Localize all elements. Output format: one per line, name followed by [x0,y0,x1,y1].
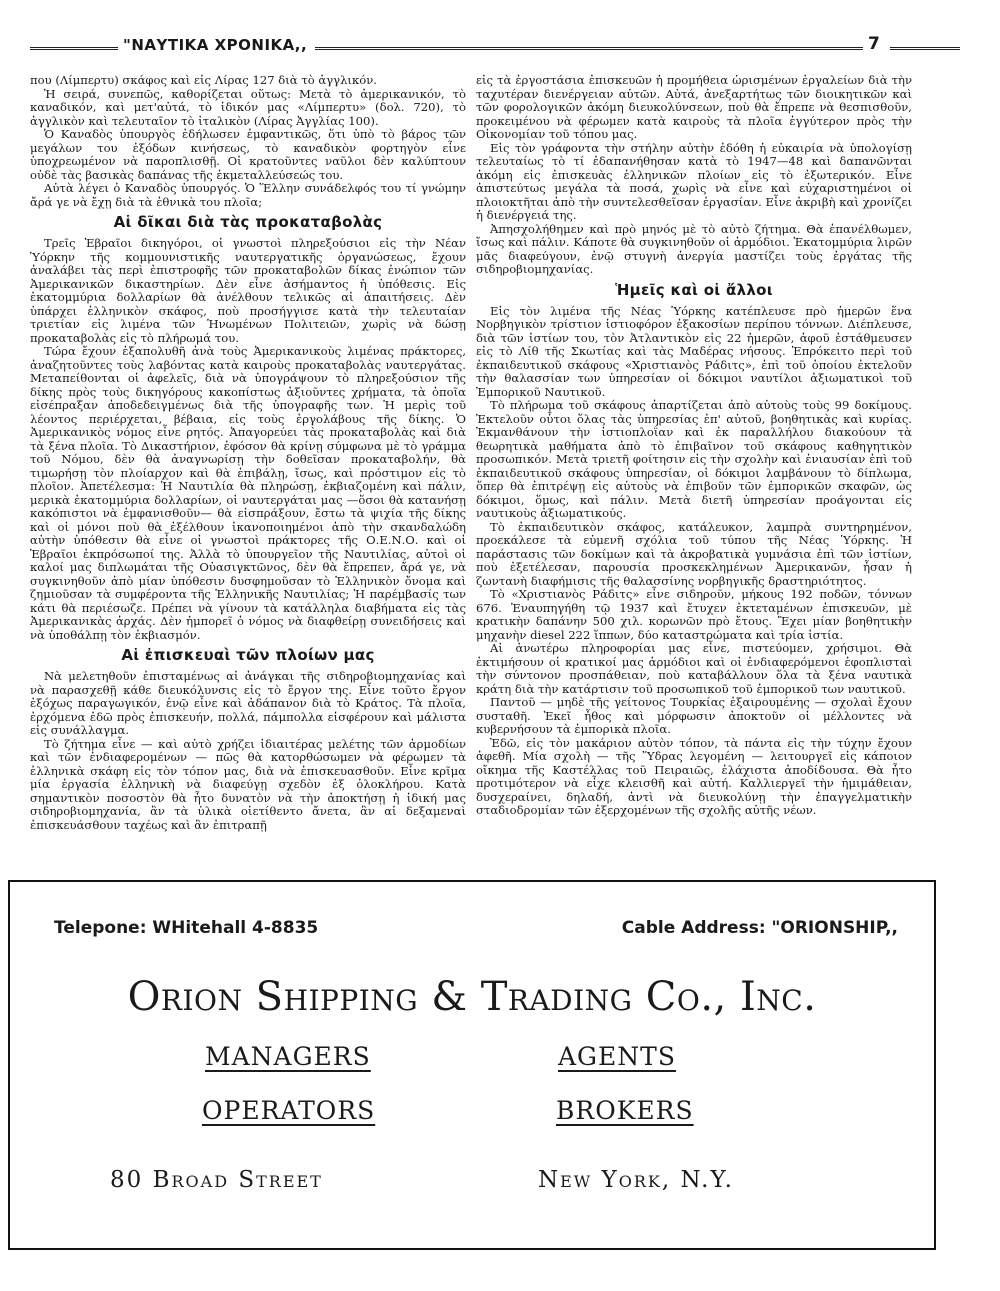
publication-title: "ΝΑΥΤΙΚΑ ΧΡΟΝΙΚΑ,, [123,36,308,54]
ad-role-brokers: BROKERS [556,1096,694,1125]
header-rule-left [30,47,118,50]
ad-address-street: 80 Broad Street [110,1167,323,1193]
page-header [30,36,960,58]
left-column [30,74,466,870]
paragraph: Τὸ «Χριστιανὸς Ράδιτς» εἶνε σιδηροῦν, μήκους 192 ποδῶν, τόννων 676. Ἐναυπηγήθη τῷ 1937 καὶ ἔτυχεν ἐκτεταμένων ἐπισκευῶν, μὲ κρατικὴν δαπάνην 500 χιλ. κορωνῶν πρὸ ἔτους. Ἔχει μίαν βοηθητικὴν μηχανὴν diesel 222 ἵππων, δύο καταστρώματα καὶ τρία ἱστία. [476,587,912,642]
paragraph: Τώρα ἔχουν ἐξαπολυθῆ ἀνὰ τοὺς Ἀμερικανικοὺς λιμένας πράκτορες, ἀναζητοῦντες τοὺς λαβόντας κατὰ καιροὺς προκαταβολὰς ναυτεργάτας. Μεταπείθονται οἱ ἀφελεῖς, διὰ νὰ ὑπογράψουν τὸ πληρεξούσιον τῆς δίκης πρὸς τοὺς δικηγόρους κακοπίστως ἀξιοῦντες χρήματα, τὰ ὁποῖα εἰσέπραξαν ἀποδεδειγμένως διὰ τῆς ὑπογραφῆς των. Ἡ μερὶς τοῦ λέοντος περιέρχεται, βέβαια, εἰς τοὺς ἐργολάβους τῆς δίκης. Ὁ Ἀμερικανικὸς νόμος εἶνε ρητός. Ἀπαγορεύει τὰς προκαταβολὰς καὶ διὰ τὰ ξένα πλοῖα. Τὸ Δικαστήριον, ἐφόσον θὰ κρίνῃ σύμφωνα μὲ τὸ γράμμα τοῦ Νόμου, δὲν θὰ ἀναγνωρίσῃ τὴν δοθεῖσαν προκαταβολήν, θὰ τιμωρήσῃ τὸν πλοίαρχον καὶ θὰ ἐπιβάλῃ, ἴσως, καὶ πρόστιμον εἰς τὸ πλοῖον. Ἀπετέλεσμα: Ἡ Ναυτιλία θὰ πληρώσῃ, ἐκβιαζομένη καὶ πάλιν, μερικὰ ἑκατομμύρια δολλαρίων, οἱ ναυτεργάται μας —ὅσοι θὰ κατανήσῃ κακόπιστοι νὰ ἐμφανισθοῦν— θὰ εἰσπράξουν, ἔστω τὰ ψιχία τῆς δίκης καὶ οἱ μόνοι ποὺ θὰ ἐξέλθουν ἱκανοποιημένοι ἀπὸ τὴν σκανδαλώδη αὐτὴν ὑπόθεσιν θὰ εἶνε οἱ γνωστοὶ πράκτορες τῆς Ο.Ε.Ν.Ο. καὶ οἱ Ἑβραῖοι ἐκπρόσωποί της. Ἀλλὰ τὸ ὑπουργεῖον τῆς Ναυτιλίας, αὐτοὶ οἱ καλοί μας διπλωμάται τῆς Οὐασιγκτῶνος, δὲν θὰ ἔπρεπεν, ἄρά γε, νὰ συγκινηθοῦν ἀπὸ μίαν ὑπόθεσιν δυσφημοῦσαν τὸ Ἑλληνικὸν ὄνομα καὶ ζημιοῦσαν τὰ συμφέροντα τῆς Ἑλληνικῆς Ναυτιλίας; Ἡ παρέμβασίς των κάτι θὰ περιέσωζε. Πρέπει νὰ γίνουν τὰ κατάλληλα διαβήματα εἰς τὰς Ἀμερικανικὰς ἀρχάς. Δὲν ἠμπορεῖ ὁ νόμος νὰ διαφθείρῃ συνειδήσεις καὶ νὰ ὑποθάλπῃ τὸν ἐκβιασμόν. [30,344,466,642]
paragraph: Τὸ πλήρωμα τοῦ σκάφους ἀπαρτίζεται ἀπὸ αὐτοὺς τοὺς 99 δοκίμους. Ἐκτελοῦν οὗτοι ὅλας τὰς ὑπηρεσίας ἐπ' αὐτοῦ, βοηθητικὰς καὶ κυρίας. Ἐκμανθάνουν τὴν ἱστιοπλοΐαν καὶ ἐκ παραλλήλου διακούουν τὰ θεωρητικὰ μαθήματα ἀπὸ τὸ ἐπιβαῖνον τοῦ σκάφους καθηγητικὸν προσωπικόν. Μετὰ τριετῆ φοίτησιν εἰς τὴν σχολὴν καὶ ἐνιαυσίαν ἐπὶ τοῦ ἐκπαιδευτικοῦ σκάφους ὑπηρεσίαν, οἱ δόκιμοι λαμβάνουν τὸ δίπλωμα, ὅπερ θὰ ἐπιτρέψῃ εἰς αὐτοὺς νὰ ἐπιβοῦν τῶν ἐμπορικῶν σκαφῶν, ὡς δόκιμοι, ὅμως, καὶ πάλιν. Μετὰ διετῆ ὑπηρεσίαν προάγονται εἰς ναυτικοὺς ἀξιωματικούς. [476,398,912,520]
paragraph: Τὸ ἐκπαιδευτικὸν σκάφος, κατάλευκον, λαμπρὰ συντηρημένον, προεκάλεσε τὰ εὐμενῆ σχόλια τοῦ τύπου τῆς Νέας Ὑόρκης. Ἡ παράστασις τῶν δοκίμων καὶ τὰ ἀκροβατικὰ γυμνάσια ἐπὶ τῶν ἱστίων, ποὺ ἐξετέλεσαν, παρουσία προσκεκλημένων Ἀμερικανῶν, ἦσαν ἡ ζωντανὴ διαφήμισις τῆς θαλασσίνης νορβηγικῆς δραστηριότητος. [476,519,912,588]
section-heading-we-and-others: Ἡμεῖς καὶ οἱ ἄλλοι [615,280,773,299]
section-heading-repairs: Αἱ ἐπισκευαὶ τῶν πλοίων μας [121,646,375,664]
right-column [476,74,912,870]
ad-role-operators: OPERATORS [202,1096,376,1125]
paragraph: Ὁ Καναδὸς ὑπουργὸς ἐδήλωσεν ἐμφαντικῶς, ὅτι ὑπὸ τὸ βάρος τῶν μεγάλων του ἐξόδων κινήσεως, τὸ καναδικὸν φορτηγὸν εἶνε ὑποχρεωμένον νὰ παροπλισθῇ. Οἱ κρατοῦντες ναῦλοι δὲν καλύπτουν οὐδὲ τὰς βασικὰς δαπάνας τῆς ἐκμεταλλεύσεώς του. [30,127,466,182]
ad-cable-address: Cable Address: "ORIONSHIP,, [621,918,898,938]
section-heading-lawsuits: Αἱ δῖκαι διὰ τὰς προκαταβολὰς [113,213,383,231]
paragraph: Ἀπησχολήθημεν καὶ πρὸ μηνός μὲ τὸ αὐτὸ ζήτημα. Θὰ ἐπανέλθωμεν, ἴσως καὶ πάλιν. Κάποτε θὰ συγκινηθοῦν οἱ ἁρμόδιοι. Ἑκατομμύρια λιρῶν μᾶς διαφεύγουν, ἐνῷ στυγνὴ ἀνεργία μαστίζει τοὺς ἐργάτας τῆς σιδηροβιομηχανίας. [476,221,912,276]
paragraph: Τὸ ζήτημα εἶνε — καὶ αὐτὸ χρήζει ἰδιαιτέρας μελέτης τῶν ἁρμοδίων καὶ τῶν ἐνδιαφερομένων — πῶς θὰ κατορθώσωμεν νὰ φέρωμεν τὰ ἑλληνικὰ σκάφη εἰς τὸν τόπον μας, διὰ νὰ ἐπισκευασθοῦν. Εἶνε κρῖμα μία ἐργασία ἑλληνικὴ νὰ διαφεύγῃ σχεδὸν ἐξ ὁλοκλήρου. Κατὰ σημαντικὸν ποσοστὸν θὰ ἦτο δυνατὸν νὰ τὴν ἀποκτήσῃ ἡ ἰδική μας σιδηροβιομηχανία, ἂν τὰ ὑλικὰ οἰετίθεντο ἄνετα, ἂν αἱ δεξαμεναὶ ἐπισκευάσθουν ταχέως καὶ ἂν ἐπιτραπῇ [30,736,466,832]
ad-role-agents: AGENTS [558,1042,676,1071]
paragraph: Παντοῦ — μηδὲ τῆς γείτονος Τουρκίας ἐξαιρουμένης — σχολαὶ ἔχουν συσταθῆ. Ἐκεῖ ἦθος καὶ μόρφωσιν ἀποκτοῦν οἱ μέλλοντες νὰ κυβερνήσουν τὰ ἐμπορικὰ πλοῖα. [476,695,912,736]
paragraph: Ἐδῶ, εἰς τὸν μακάριον αὐτὸν τόπον, τὰ πάντα εἰς τὴν τύχην ἔχουν ἀφεθῆ. Μία σχολὴ — τῆς Ὕδρας λεγομένη — λειτουργεῖ εἰς κάποιον οἴκημα τῆς Καστέλλας τοῦ Πειραιῶς, ἐλάχιστα ἀποδίδουσα. Θὰ ἦτο προτιμότερον νὰ εἶχε κλεισθῆ καὶ αὐτή. Καλλιεργεῖ τὴν ἡμιμάθειαν, δυσχεραίνει, δηλαδή, ἀντὶ νὰ διευκολύνῃ τὴν ἐπαγγελματικὴν σταδιοδρομίαν τῶν ἐξερχομένων τῆς σχολῆς αὐτῆς νέων. [476,735,912,817]
ad-telephone: Telepone: WHitehall 4-8835 [54,918,319,938]
paragraph: Τρεῖς Ἑβραῖοι δικηγόροι, οἱ γνωστοὶ πληρεξούσιοι εἰς τὴν Νέαν Ὑόρκην τῆς κομμουνιστικῆς ναυτεργατικῆς ὀργανώσεως, ἔχουν ἀναλάβει τὰς περὶ ἐπιστροφῆς τῶν προκαταβολῶν δίκας ἐνώπιον τῶν Ἀμερικανικῶν δικαστηρίων. Δὲν εἶνε ἀσήμαντος ἡ ὑπόθεσις. Εἰς ἑκατομμύρια δολλαρίων θὰ ἀνέλθουν τελικῶς αἱ ἀπαιτήσεις. Δὲν ὑπάρχει ἑλληνικὸν σκάφος, ποὺ προσήγγισε κατὰ τὴν τελευταίαν τριετίαν εἰς λιμένα τῶν Ἡνωμένων Πολιτειῶν, χωρὶς νὰ δώσῃ προκαταβολὰς εἰς τὸ πλήρωμά του. [30,236,466,345]
page-number: 7 [868,34,880,54]
header-rule-right [890,47,960,50]
paragraph: Εἰς τὸν γράφοντα τὴν στήλην αὐτὴν ἐδόθη ἡ εὐκαιρία νὰ ὑπολογίσῃ τελευταίως τὸ τί ἐδαπανήθησαν κατὰ τὸ 1947—48 καὶ δαπανῶνται ἀκόμη εἰς ἐπισκευὰς ἑλληνικῶν πλοίων εἰς τὸ ἐξωτερικόν. Εἶνε ἀπιστεύτως μεγάλα τὰ ποσά, χωρὶς νὰ εἶνε καὶ εὐχαριστημένοι οἱ πλοιοκτῆται ἀπὸ τὴν συντελεσθεῖσαν ἐργασίαν. Εἶνε ἀκριβὴ καὶ χρονίζει ἡ διενέργειά της. [476,140,912,222]
advertisement-box [8,880,936,1250]
paragraph: Ἡ σειρά, συνεπῶς, καθορίζεται οὕτως: Μετὰ τὸ ἀμερικανικόν, τὸ καναδικόν, καὶ μετ'αὐτά, τὸ ἰδικόν μας «Λίμπερτυ» (δολ. 720), τὸ ἀγγλικὸν καὶ τελευταῖον τὸ ἰταλικὸν (Λίρας Ἀγγλίας 100). [30,86,466,128]
paragraph: εἰς τὰ ἐργοστάσια ἐπισκευῶν ἡ προμήθεια ὡρισμένων ἐργαλείων διὰ τὴν ταχυτέραν διενέργειαν αὐτῶν. Αὐτά, ἀνεξαρτήτως τῶν διοικητικῶν καὶ τῶν φορολογικῶν ἀκόμη διευκολύνσεων, ποὺ θὰ ἔπρεπε νὰ θεσπισθοῦν, προκειμένου νὰ φέρωμεν κατὰ καιροὺς τὰ πλοῖα ἐγγύτερον πρὸς τὴν Οἰκονομίαν τοῦ τόπου μας. [476,74,912,141]
ad-role-managers: MANAGERS [205,1042,371,1071]
paragraph: Εἰς τὸν λιμένα τῆς Νέας Ὑόρκης κατέπλευσε πρὸ ἡμερῶν ἕνα Νορβηγικὸν τρίστιον ἱστιοφόρον ἑξακοσίων περίπου τόννων. Διέπλευσε, διὰ τῶν ἱστίων του, τὸν Ἀτλαντικὸν εἰς 22 ἡμερῶν, ἀφοῦ ἐστάθμευσεν εἰς τὸ Λίθ τῆς Σκωτίας καὶ τὰς Μαδέρας νήσους. Ἐπρόκειτο περὶ τοῦ ἐκπαιδευτικοῦ σκάφους «Χριστιανὸς Ράδιτς», ἐπὶ τοῦ ὁποίου ἐκτελοῦν τὴν θαλασσίαν των ὑπηρεσίαν οἱ δόκιμοι ναυτίλοι ἀξιωματικοὶ τοῦ Ἐμπορικοῦ Ναυτικοῦ. [476,303,912,399]
paragraph: που (Λίμπερτυ) σκάφος καὶ εἰς Λίρας 127 διὰ τὸ ἀγγλικόν. [30,74,377,87]
paragraph: Αἱ ἀνωτέρω πληροφορίαι μας εἶνε, πιστεύομεν, χρήσιμοι. Θὰ ἐκτιμήσουν οἱ κρατικοί μας ἁρμόδιοι καὶ οἱ ἐνδιαφερόμενοι ἐφοπλισταὶ τὴν σύντονον προσπάθειαν, ποὺ καταβάλλουν ὅλα τὰ ξένα ναυτικὰ κράτη διὰ τὴν κατάρτισιν τοῦ προσωπικοῦ τοῦ ἐμπορικοῦ των ναυτικοῦ. [476,641,912,696]
ad-address-city: New York, N.Y. [538,1167,734,1193]
paragraph: Αὐτὰ λέγει ὁ Καναδὸς ὑπουργός. Ὁ Ἕλλην συνάδελφός του τί γνώμην ἄρά γε νὰ ἔχῃ διὰ τὰ ἐθνικὰ του πλοῖα; [30,181,466,209]
header-rule-middle [315,47,863,50]
ad-company-name: Orion Shipping & Trading Co., Inc. [127,974,817,1020]
paragraph: Νὰ μελετηθοῦν ἐπισταμένως αἱ ἀνάγκαι τῆς σιδηροβιομηχανίας καὶ νὰ παρασχεθῇ κάθε διευκόλυνσις εἰς τὸ ἔργον της. Εἶνε τοῦτο ἔργον ἐξόχως παραγωγικόν, ἐνῷ εἶνε καὶ ἀδάπανον διὰ τὸ Κράτος. Τὰ πλοῖα, ἐρχόμενα ἐδῶ πρὸς ἐπισκευήν, πολλά, πάμπολλα εἰσφέρουν καὶ μάλιστα εἰς συνάλλαγμα. [30,669,466,737]
